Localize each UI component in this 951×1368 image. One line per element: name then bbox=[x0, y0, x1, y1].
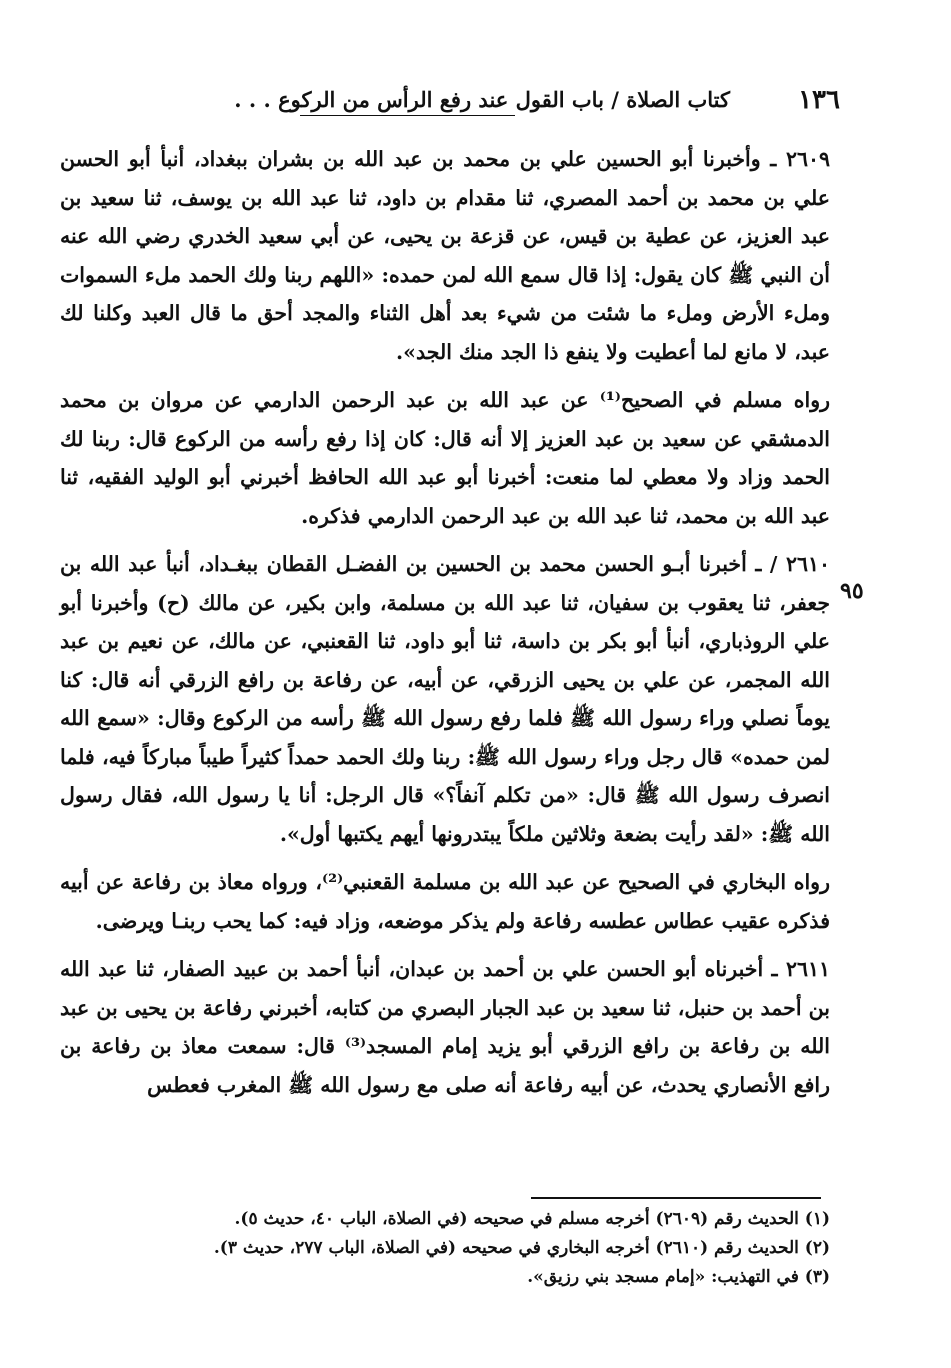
margin-page-reference: ٩٥ bbox=[840, 578, 864, 604]
footnote-3: (٣) في التهذيب: «إمام مسجد بني رزيق». bbox=[527, 1267, 830, 1287]
footnote-2: (٢) الحديث رقم (٢٦١٠) أخرجه البخاري في صحيحه (في الصلاة، الباب ٢٧٧، حديث ٣). bbox=[213, 1238, 830, 1258]
footnotes bbox=[60, 1205, 830, 1292]
running-title: كتاب الصلاة / باب القول عند رفع الرأس من الركوع . . . bbox=[234, 87, 730, 112]
hadith-2611: ٢٦١١ ـ أخبرناه أبو الحسن علي بن أحمد بن عبدان، أنبأ أحمد بن عبيد الصفار، ثنا عبد الله بن أحمد بن حنبل، ثنا سعيد بن عبد الجبار البصري من كتابه، أخبرني رفاعة بن يحيى بن عبد الله بن رفاعة بن رافع الزرقي أبو يزيد إمام المسجد⁽³⁾ قال: سمعت معاذ بن رفاعة بن رافع الأنصاري يحدث، عن أبيه رفاعة أنه صلى مع رسول الله ﷺ المغرب فعطس bbox=[60, 957, 830, 1097]
header-rule bbox=[300, 115, 515, 116]
hadith-2609: ٢٦٠٩ ـ وأخبرنا أبو الحسين علي بن محمد بن عبد الله بن بشران ببغداد، أنبأ أبو الحسن علي بن محمد بن أحمد المصري، ثنا مقدام بن داود، ثنا عبد الله بن يوسف، ثنا سعيد بن عبد العزيز، عن عطية بن قيس، عن قزعة بن يحيى، عن أبي سعيد الخدري رضي الله عنه أن النبي ﷺ كان يقول: إذا قال سمع الله لمن حمده: «اللهم ربنا ولك الحمد ملء السموات وملء الأرض وملء ما شئت من شيء بعد أهل الثناء والمجد أحق ما قال العبد وكلنا لك عبد، لا مانع لما أعطيت ولا ينفع ذا الجد منك الجد». bbox=[60, 147, 830, 364]
main-text bbox=[60, 140, 830, 1114]
hadith-2610: ٢٦١٠ / ـ أخبرنا أبـو الحسن محمد بن الحسين بن الفضـل القطان ببغـداد، أنبأ عبد الله بن جعفر، ثنا يعقوب بن سفيان، ثنا عبد الله بن مسلمة، وابن بكير، عن مالك (ح) وأخبرنا أبو علي الروذباري، أنبأ أبو بكر بن داسة، ثنا أبو داود، ثنا القعنبي، عن مالك، عن نعيم بن عبد الله المجمر، عن علي بن يحيى الزرقي، عن أبيه، عن رفاعة بن رافع الزرقي أنه قال: كنا يوماً نصلي وراء رسول الله ﷺ فلما رفع رسول الله ﷺ رأسه من الركوع وقال: «سمع الله لمن حمده» قال رجل وراء رسول الله ﷺ: ربنا ولك الحمد حمداً كثيراً طيباً مباركاً فيه، فلما انصرف رسول الله ﷺ قال: «من تكلم آنفاً؟» قال الرجل: أنا يا رسول الله، فقال رسول الله ﷺ: «لقد رأيت بضعة وثلاثين ملكاً يبتدرونها أيهم يكتبها أول». bbox=[60, 552, 830, 846]
commentary-2609: رواه مسلم في الصحيح⁽¹⁾ عن عبد الله بن عبد الرحمن الدارمي عن مروان بن محمد الدمشقي عن سعيد بن عبد العزيز إلا أنه قال: كان إذا رفع رأسه من الركوع قال: ربنا لك الحمد وزاد ولا معطي لما منعت: أخبرنا أبو عبد الله الحافظ أخبرني أبو الوليد الفقيه، ثنا عبد الله بن محمد، ثنا عبد الله بن عبد الرحمن الدارمي فذكره. bbox=[60, 388, 830, 528]
page-number: ١٣٦ bbox=[798, 85, 840, 115]
footnote-1: (١) الحديث رقم (٢٦٠٩) أخرجه مسلم في صحيحه (في الصلاة، الباب ٤٠، حديث ٥). bbox=[234, 1209, 830, 1229]
footnote-rule bbox=[531, 1197, 821, 1199]
commentary-2610: رواه البخاري في الصحيح عن عبد الله بن مسلمة القعنبي⁽²⁾، ورواه معاذ بن رفاعة عن أبيه فذكره عقيب عطاس عطسه رفاعة ولم يذكر موضعه، وزاد فيه: كما يحب ربنـا ويرضى. bbox=[60, 870, 830, 933]
page-header bbox=[70, 85, 840, 125]
